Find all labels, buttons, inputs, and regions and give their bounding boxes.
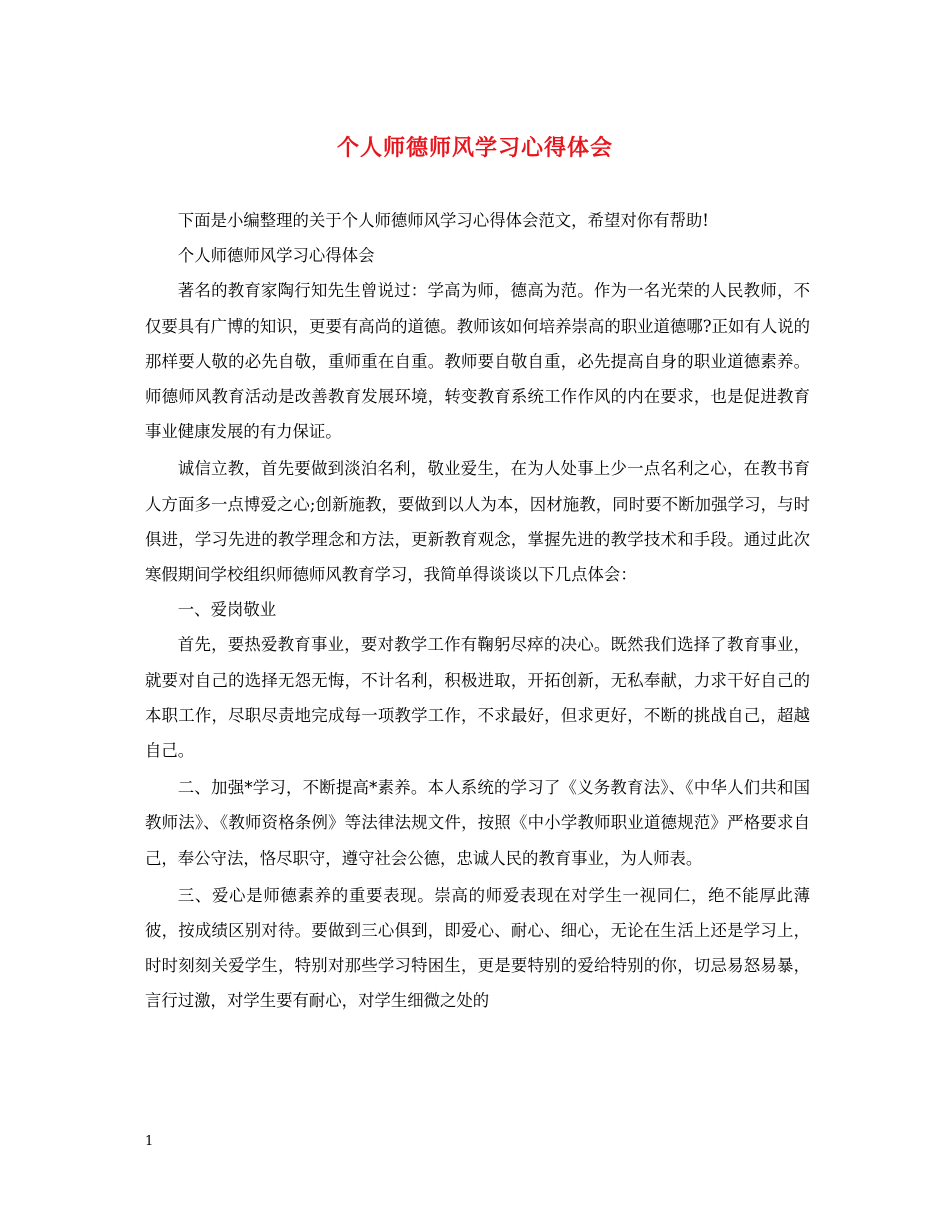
paragraph-love: 三、爱心是师德素养的重要表现。崇高的师爱表现在对学生一视同仁，绝不能厚此薄彼，按成绩区别对待。要做到三心俱到，即爱心、耐心、细心，无论在生活上还是学习上，时时刻刻关爱学生，特别对那些学习特困生，更是要特别的爱给特别的你，切忌易怒易暴，言行过激，对学生要有耐心，对学生细微之处的: [145, 885, 810, 1011]
paragraph-subtitle: 个人师德师风学习心得体会: [177, 246, 375, 266]
document-title: 个人师德师风学习心得体会: [336, 135, 613, 161]
paragraph-integrity: 诚信立教，首先要做到淡泊名利，敬业爱生，在为人处事上少一点名利之心，在教书育人方面多一点博爱之心;创新施教，要做到以人为本，因材施教，同时要不断加强学习，与时俱进，学习先进的教学理念和方法，更新教育观念，掌握先进的教学技术和手段。通过此次寒假期间学校组织师德师风教育学习，我简单得谈谈以下几点体会：: [145, 459, 810, 585]
section-heading-dedication: 一、爱岗敬业: [177, 600, 277, 620]
paragraph-dedication: 首先，要热爱教育事业，要对教学工作有鞠躬尽瘁的决心。既然我们选择了教育事业，就要对自己的选择无怨无悔，不计名利，积极进取，开拓创新，无私奉献，力求干好自己的本职工作，尽职尽责地完成每一项教学工作，不求最好，但求更好，不断的挑战自己，超越自己。: [145, 635, 810, 761]
document-body: [145, 203, 810, 1019]
page-number: 1: [145, 1134, 154, 1149]
paragraph-intro: 下面是小编整理的关于个人师德师风学习心得体会范文，希望对你有帮助!: [177, 211, 709, 230]
paragraph-study: 二、加强*学习，不断提高*素养。本人系统的学习了《义务教育法》、《中华人们共和国教师法》、《教师资格条例》等法律法规文件，按照《中小学教师职业道德规范》严格要求自己，奉公守法，恪尽职守，遵守社会公德，忠诚人民的教育事业，为人师表。: [145, 778, 810, 868]
paragraph-tao-xingzhi: 著名的教育家陶行知先生曾说过：学高为师，德高为范。作为一名光荣的人民教师，不仅要具有广博的知识，更要有高尚的道德。教师该如何培养崇高的职业道德哪?正如有人说的那样要人敬的必先自敬，重师重在自重。教师要自敬自重，必先提高自身的职业道德素养。师德师风教育活动是改善教育发展环境，转变教育系统工作作风的内在要求，也是促进教育事业健康发展的有力保证。: [145, 281, 810, 442]
